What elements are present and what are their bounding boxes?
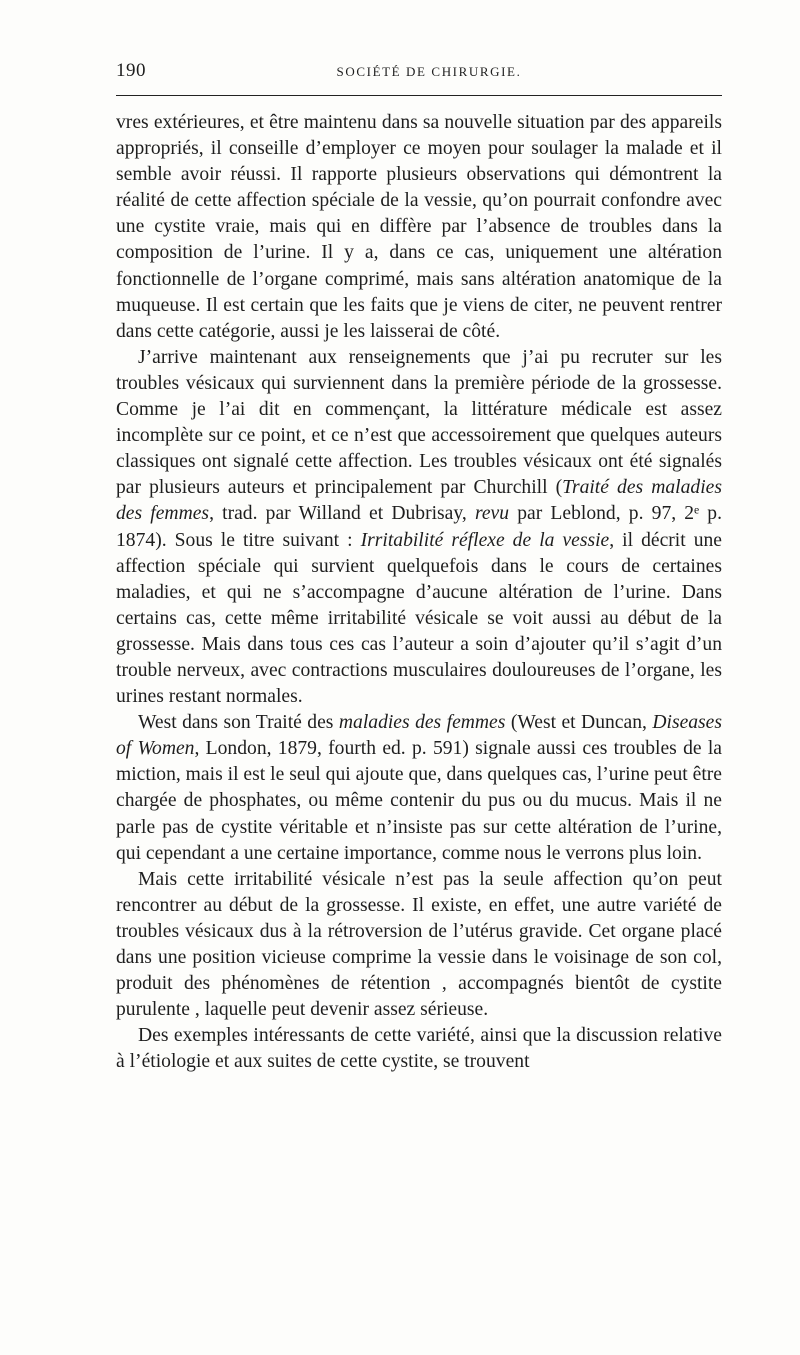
paragraph-3-italic-title: maladies des femmes — [338, 712, 506, 734]
paragraph-2-text-d: , il décrit une affection spéciale qui survient quelquefois dans le cours de certaines maladies, et qui ne s’accompagne d’aucune altération de l’urine. Dans certains cas, cette même irritabilité vésicale se voit aussi au début de la grossesse. Mais dans tous ces cas l’auteur a soin d’ajouter qu’il s’agit d’un trouble nerveux, avec contractions musculaires douloureuses de l’organe, les urines restant normales. — [116, 529, 722, 708]
paragraph-2-text-a: J’arrive maintenant aux renseignements que j’ai pu recruter sur les troubles vésicaux qui surviennent dans la première période de la grossesse. Comme je l’ai dit en commençant, la littérature médicale est assez incomplète sur ce point, et ce n’est que accessoirement que quelques auteurs classiques ont signalé cette affection. Les troubles vésicaux ont été signalés par plusieurs auteurs et principalement par Churchill ( — [116, 346, 722, 499]
paragraph-2-italic-title: Traité des maladies des femmes — [116, 477, 722, 525]
page-number: 190 — [116, 60, 146, 81]
paragraph-2-text-b: , trad. par Willand et Dubrisay, — [209, 503, 475, 525]
paragraph-2 — [116, 345, 722, 710]
page-header — [116, 60, 722, 88]
paragraph-5: Des exemples intéressants de cette variété, ainsi que la discussion relative à l’étiologie et aux suites de cette cystite, se trouvent — [116, 1025, 722, 1073]
paragraph-3 — [116, 710, 722, 867]
paragraph-2-italic-section: Irritabilité réflexe de la vessie — [360, 529, 610, 551]
paragraph-3-text-c: , London, 1879, fourth ed. p. 591) signale aussi ces troubles de la miction, mais il est le seul qui ajoute que, dans quelques cas, l’urine peut être chargée de phosphates, ou même contenir du pus ou du mucus. Mais il ne parle pas de cystite véritable et n’insiste pas sur cette altération de l’urine, qui cependant a une certaine importance, comme nous le verrons plus loin. — [116, 738, 722, 864]
header-rule — [116, 95, 722, 96]
paragraph-3-italic-english-title: Diseases of Women — [116, 712, 723, 760]
body-text — [116, 110, 722, 1075]
paragraph-3-text-b: (West et Duncan, — [505, 712, 653, 734]
paragraph-2-text-c: par Leblond, p. 97, 2ᵉ p. 1874). Sous le titre suivant : — [116, 503, 722, 551]
paragraph-1: vres extérieures, et être maintenu dans sa nouvelle situation par des appareils appropriés, il conseille d’employer ce moyen pour soulager la malade et il semble avoir réussi. Il rapporte plusieurs observations qui démontrent la réalité de cette affection spéciale de la vessie, qu’on pourrait confondre avec une cystite vraie, mais qui en diffère par l’absence de troubles dans la composition de l’urine. Il y a, dans ce cas, uniquement une altération fonctionnelle de l’organe comprimé, mais sans altération anatomique de la muqueuse. Il est certain que les faits que je viens de citer, ne peuvent rentrer dans cette catégorie, aussi je les laisserai de côté. — [116, 112, 722, 342]
running-title: SOCIÉTÉ DE CHIRURGIE. — [336, 64, 522, 79]
paragraph-2-italic-revu: revu — [474, 503, 510, 525]
paragraph-3-text-a: West dans son Traité des — [138, 712, 339, 734]
paragraph-4: Mais cette irritabilité vésicale n’est pas la seule affection qu’on peut rencontrer au début de la grossesse. Il existe, en effet, une autre variété de troubles vésicaux dus à la rétroversion de l’utérus gravide. Cet organe placé dans une position vicieuse comprime la vessie dans le voisinage de son col, produit des phénomènes de rétention , accompagnés bientôt de cystite purulente , laquelle peut devenir assez sérieuse. — [116, 868, 722, 1021]
